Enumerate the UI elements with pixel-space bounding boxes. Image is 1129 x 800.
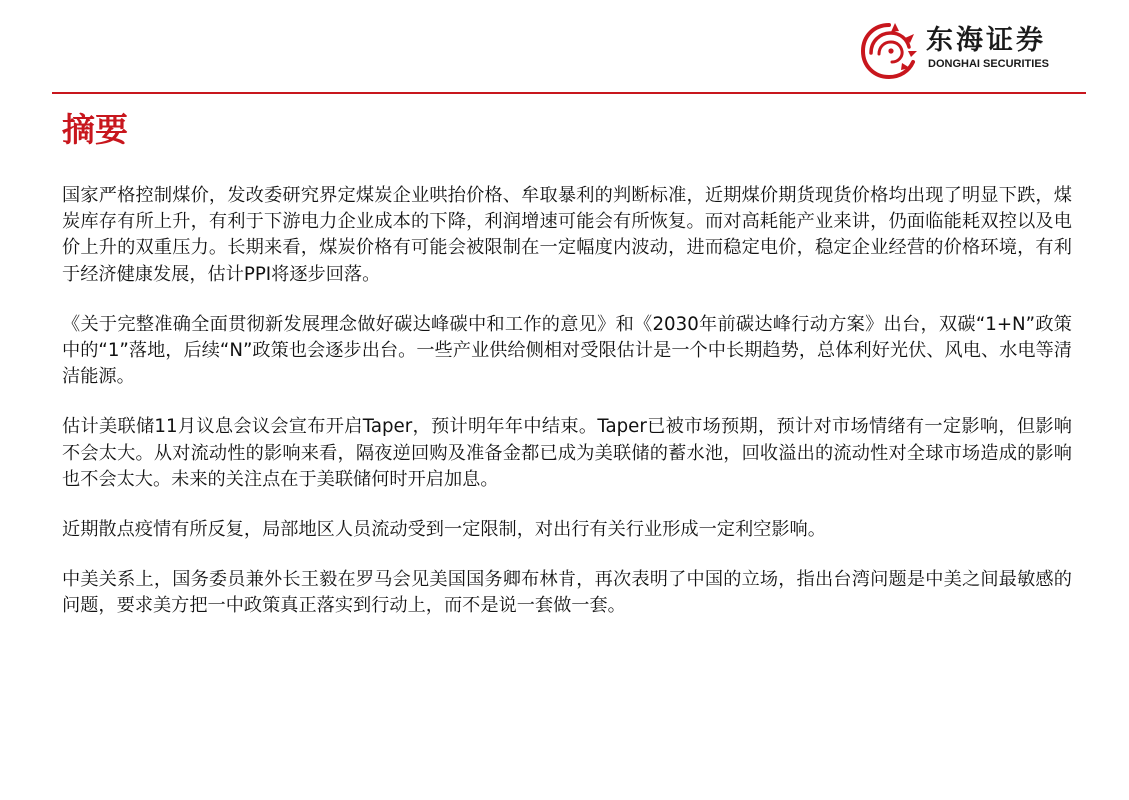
dragon-logo-icon (858, 20, 920, 82)
header-divider (52, 92, 1086, 94)
paragraph-epidemic: 近期散点疫情有所反复，局部地区人员流动受到一定限制，对出行有关行业形成一定利空影响。 (62, 519, 826, 541)
paragraph-carbon-policy: 《关于完整准确全面贯彻新发展理念做好碳达峰碳中和工作的意见》和《2030年前碳达峰行动方案》出台，双碳“1+N”政策中的“1”落地，后续“N”政策也会逐步出台。一些产业供给侧相对受限估计是一个中长期趋势，总体利好光伏、风电、水电等清洁能源。 (62, 313, 1072, 388)
company-logo (858, 20, 1088, 82)
paragraph-sino-us: 中美关系上，国务委员兼外长王毅在罗马会见美国国务卿布林肯，再次表明了中国的立场，指出台湾问题是中美之间最敏感的问题，要求美方把一中政策真正落实到行动上，而不是说一套做一套。 (62, 569, 1072, 617)
logo-english-name: DONGHAI SECURITIES (928, 58, 1050, 70)
page-title: 摘要 (62, 110, 128, 149)
summary-body (62, 183, 1072, 644)
paragraph-coal-price: 国家严格控制煤价，发改委研究界定煤炭企业哄抬价格、牟取暴利的判断标准，近期煤价期货现货价格均出现了明显下跌，煤炭库存有所上升，有利于下游电力企业成本的下降，利润增速可能会有所恢复。而对高耗能产业来讲，仍面临能耗双控以及电价上升的双重压力。长期来看，煤炭价格有可能会被限制在一定幅度内波动，进而稳定电价，稳定企业经营的价格环境，有利于经济健康发展，估计PPI将逐步回落。 (62, 185, 1072, 285)
paragraph-fed-taper: 估计美联储11月议息会议会宣布开启Taper，预计明年年中结束。Taper已被市场预期，预计对市场情绪有一定影响，但影响不会太大。从对流动性的影响来看，隔夜逆回购及准备金都已成为美联储的蓄水池，回收溢出的流动性对全球市场造成的影响也不会太大。未来的关注点在于美联储何时开启加息。 (62, 416, 1072, 490)
logo-chinese-name: 东海证券 (926, 25, 1046, 56)
